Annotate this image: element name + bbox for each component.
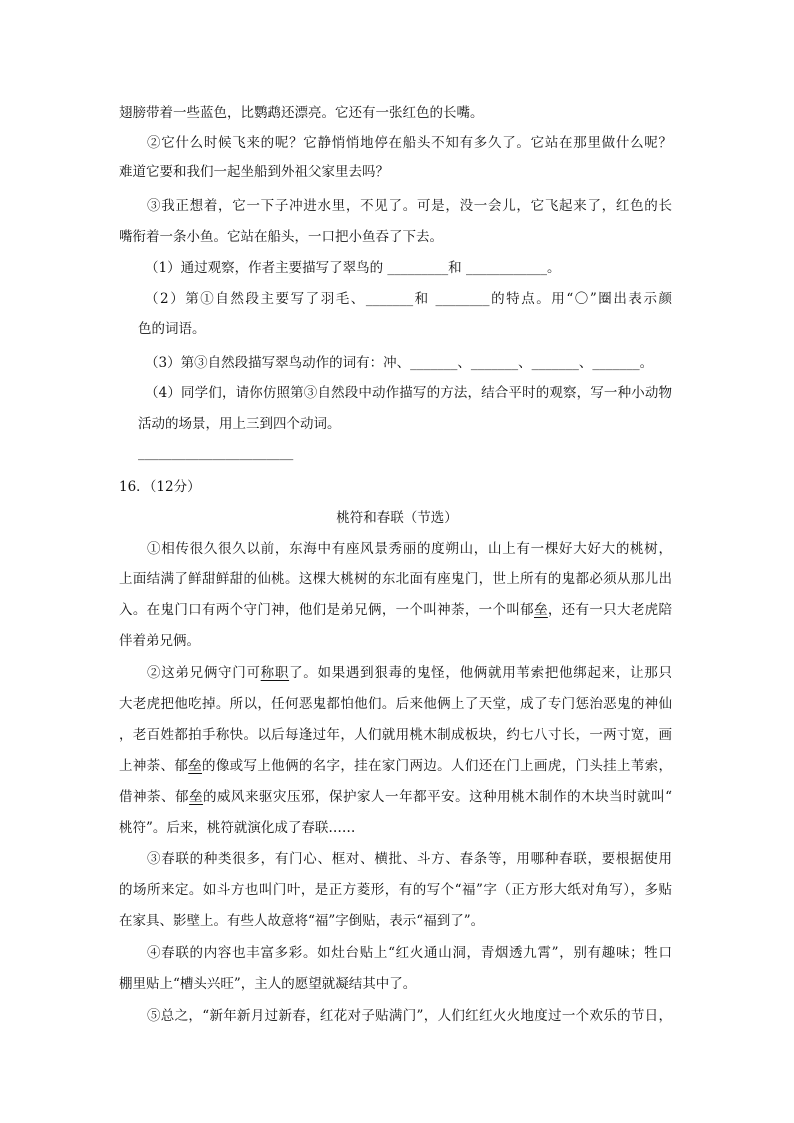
line-text: 上神荼、郁 <box>119 758 189 774</box>
line-text: 棚里贴上“槽头兴旺”，主人的愿望就凝结其中了。 <box>119 976 417 992</box>
line-text: 伴着弟兄俩。 <box>119 633 200 649</box>
separator: 、 <box>457 355 471 371</box>
question-4: （4）同学们，请你仿照第③自然段中动作描写的方法，结合平时的观察，写一种小动物 <box>145 385 672 401</box>
paragraph-2-line <box>119 725 672 745</box>
paragraph-1-line <box>119 600 672 620</box>
answer-blank: _______ <box>531 355 579 371</box>
question-1 <box>145 258 560 278</box>
line-text: 上面结满了鲜甜鲜甜的仙桃。这棵大桃树的东北面有座鬼门，世上所有的鬼都必须从那儿出 <box>119 571 672 587</box>
paragraph-1-line <box>147 539 672 559</box>
line-text: 的场所来定。如斗方也叫门叶，是正方菱形，有的写个“福”字（正方形大纸对角写），多贴 <box>119 882 672 898</box>
paragraph-3-line <box>147 849 672 869</box>
question-3 <box>145 353 653 373</box>
paragraph-2-line <box>147 663 672 683</box>
line-text: 桃符”。后来，桃符就演化成了春联…… <box>119 820 356 836</box>
separator: 、 <box>578 355 593 371</box>
answer-blank: ____________ <box>465 260 547 276</box>
question-2 <box>145 289 672 309</box>
paragraph-2-line <box>119 787 672 807</box>
line-text: 借神荼、郁 <box>119 789 190 805</box>
line-text: 的像或写上他俩的名字，挂在家门两边。人们还在门上画虎，门头挂上苇索， <box>202 758 673 774</box>
answer-blank: _________ <box>387 260 449 276</box>
line-text: ②这弟兄俩守门可 <box>147 665 261 681</box>
separator: 、 <box>518 355 532 371</box>
paragraph-4-line <box>119 974 416 994</box>
underlined-word: 垒 <box>188 758 203 774</box>
line-text: ⑤总之，“新年新月过新春，红花对子贴满门”，人们红红火火地度过一个欢乐的节日， <box>147 1008 672 1024</box>
paragraph-1-line <box>119 569 672 589</box>
line-text: 的威风来驱灾压邪，保护家人一年都平安。这种用桃木制作的木块当时就叫“ <box>203 789 673 805</box>
question-2-continued: 色的词语。 <box>138 321 206 337</box>
question-text: （3）第③自然段描写翠鸟动作的词有：冲、 <box>145 355 411 371</box>
question-text: （2）第①自然段主要写了羽毛、 <box>145 291 366 307</box>
paragraph-3-line: 嘴衔着一条小鱼。它站在船头，一口把小鱼吞了下去。 <box>119 229 443 245</box>
question-text: 。 <box>639 355 654 371</box>
paragraph-2-line: ②它什么时候飞来的呢？它静悄悄地停在船头不知有多久了。它站在那里做什么呢？ <box>147 135 672 151</box>
underlined-word: 垒 <box>189 789 204 805</box>
question-text: 和 <box>448 260 466 276</box>
line-text: ③春联的种类很多，有门心、框对、横批、斗方、春条等，用哪种春联，要根据使用 <box>147 851 672 867</box>
question-4-continued: 活动的场景，用上三到四个动词。 <box>138 416 341 432</box>
answer-blank: _______ <box>365 291 414 307</box>
paragraph-3-line <box>119 880 672 900</box>
paragraph-2-line <box>119 818 355 838</box>
answer-blank: _______ <box>410 355 458 371</box>
answer-blank: ________ <box>435 291 490 307</box>
line-text: ，还有一只大老虎陪 <box>547 602 673 618</box>
answer-line: _______________________ <box>138 445 294 461</box>
question-text: 。 <box>546 260 561 276</box>
line-text: 入。在鬼门口有两个守门神，他们是弟兄俩，一个叫神荼，一个叫郁 <box>119 602 534 618</box>
passage-title: 桃符和春联（节选） <box>336 510 458 526</box>
paragraph-3-line: ③我正想着，它一下子冲进水里，不见了。可是，没一会儿，它飞起来了，红色的长 <box>147 198 672 214</box>
paragraph-5-line <box>147 1006 672 1026</box>
line-text: ①相传很久很久以前，东海中有座风景秀丽的度朔山，山上有一棵好大好大的桃树， <box>147 541 672 557</box>
paragraph-4-line <box>147 943 672 963</box>
paragraph-1-line: 翅膀带着一些蓝色，比鹦鹉还漂亮。它还有一张红色的长嘴。 <box>119 105 484 121</box>
underlined-word: 垒 <box>534 602 548 618</box>
underlined-word: 称职 <box>260 665 290 681</box>
question-number: 16．（12分） <box>119 479 201 495</box>
line-text: ④春联的内容也丰富多彩。如灶台贴上“红火通山洞，青烟透九霄”，别有趣味；牲口 <box>147 945 672 961</box>
paragraph-3-line <box>119 911 484 931</box>
question-text: 和 <box>413 291 436 307</box>
paragraph-2-line <box>119 756 672 776</box>
paragraph-2-line <box>119 694 672 714</box>
paragraph-2-line: 难道它要和我们一起坐船到外祖父家里去吗？ <box>119 164 389 180</box>
question-text: 的特点。用“〇”圈出表示颜 <box>489 291 672 307</box>
answer-blank: _______ <box>470 355 519 371</box>
question-text: （1）通过观察，作者主要描写了翠鸟的 <box>145 260 388 276</box>
line-text: ，老百姓都拍手称快。以后每逢过年，人们就用桃木制成板块，约七八寸长，一两寸宽，画 <box>119 727 672 743</box>
answer-blank: _______ <box>592 355 640 371</box>
line-text: 在家具、影壁上。有些人故意将“福”字倒贴，表示“福到了”。 <box>119 913 485 929</box>
line-text: 了。如果遇到狠毒的鬼怪，他俩就用苇索把他绑起来，让那只 <box>289 665 673 681</box>
line-text: 大老虎把他吃掉。所以，任何恶鬼都怕他们。后来他俩上了天堂，成了专门惩治恶鬼的神仙 <box>119 696 672 712</box>
paragraph-1-line <box>119 631 200 651</box>
